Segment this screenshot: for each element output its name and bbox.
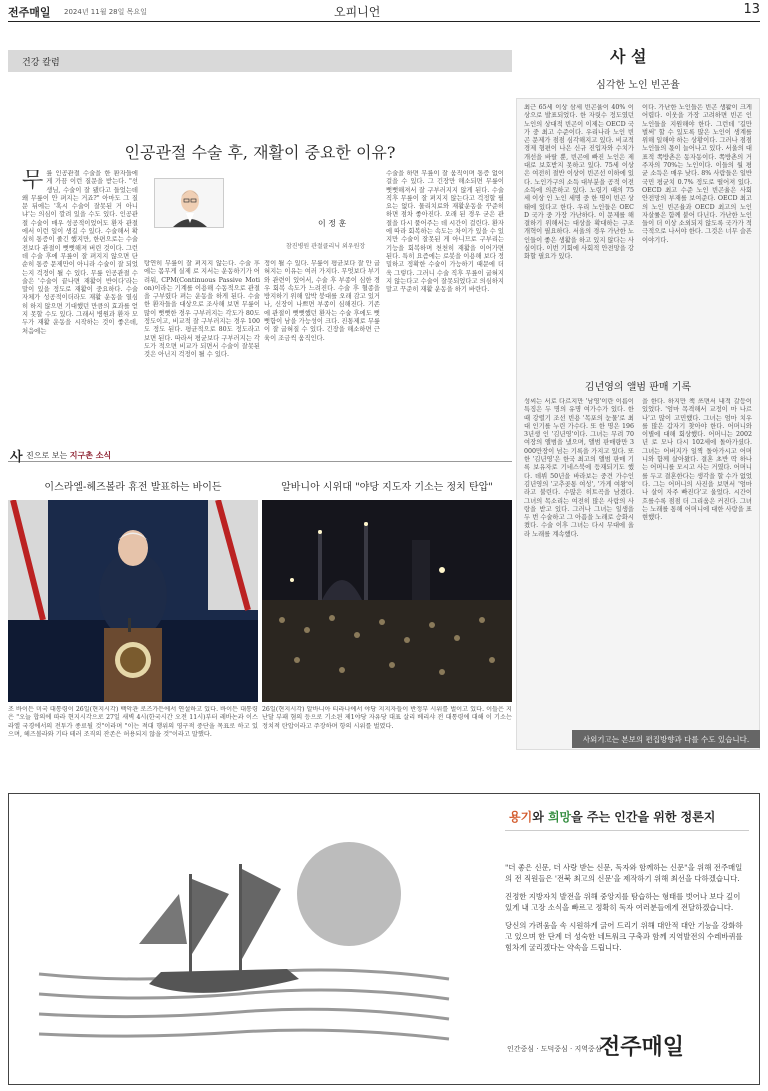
biden-photo xyxy=(8,500,258,702)
article-headline: 인공관절 수술 후, 재활이 중요한 이유? xyxy=(124,143,396,162)
editorial-headline-2: 김년영의 앨범 판매 기록 xyxy=(584,382,692,393)
right-photo-title: 알바니아 시위대 "야당 지도자 기소는 정치 탄압" xyxy=(281,482,493,493)
section-label-bold: 지구촌 소식 xyxy=(69,451,112,460)
issue-date: 2024년 11월 28일 목요일 xyxy=(64,8,147,16)
section-label: 진으로 보는 xyxy=(26,451,68,460)
editorial-column xyxy=(516,40,760,750)
sailing-ship-icon xyxy=(19,834,459,1054)
column-label-bar xyxy=(8,50,512,72)
photo-news-header xyxy=(8,446,512,465)
podium-speech-image xyxy=(8,500,258,702)
ad-illustration xyxy=(19,834,459,1054)
editorial-2-col-b: 을 한다. 하지만 책 쓰면서 내적 갈등이 있었다. '엄마 목격해서 교정이 마 나르나'고 많이 고민했다. 그녀는 엄마 치우를 많은 갑자기 찾아야 한다. 어머니와 이별에 대해 회상했다. 어머니는 2002년 로 모나 다시 102세에 돌아가셨다. 그녀는 어버지가 일찍 돌아가시고 어머니와 함께 살아왔다. 결혼 초반 딱 하나는 어머니를 모시고 사는 거였다. 어머니를 두고 결혼한다는 생각을 할 수가 없었다. 그는 어머니의 사진을 보면서 '엄마 나 살이 자주 빠진다'고 울었다. 시간이 흐를수록 점점 더 그리움은 커진다. 그녀는 노래를 통해 어머니에 대한 사랑을 표현했다. xyxy=(642,398,752,522)
ad-title-courage: 용기 xyxy=(509,810,533,824)
column-label: 건강 칼럼 xyxy=(22,58,60,68)
author-photo xyxy=(154,178,224,228)
article-col-1: 무릎 인공관절 수술을 한 환자들에게 가끔 이런 질문을 받는다. "선생님, 수술이 잘 됐다고 들었는데 왜 무릎이 안 펴지는 거죠?" 아마도 그 질문 뒤에는 '혹시 수술이 잘못된 거 아니냐'는 의심이 깔려 있을 수도 있다. 인공관절 수술이 매우 성공적이었어도 환자 관절에서 이런 일이 생길 수 있다. 수술해서 확실히 통증이 줄긴 했지만, 한편으로는 수술 전보다 관절이 뻣뻣해져 버린 것이다. 그런데 수술 후에 무릎이 잘 펴지지 않으면 단순히 통증 문제만이 아니라 수술이 잘 되었는지 걱정이 될 수 있다. 무릎 인공관절 수술은 '수술이 끝나면 재활이 반이다'라는 말이 있을 정도로 재활이 중요하다. 수술 자체가 성공적이더라도 재활 운동을 열심히 하지 않으면 기대했던 만큼의 효과를 얻지 못할 수도 있다. 그래서 병원과 환자 모두가 재활 운동을 시작하는 것이 좋은데, 처음에는 xyxy=(22,170,138,335)
section-initial: 사 xyxy=(10,450,23,465)
editorial-1-col-b: 이다. 가난한 노인들은 빈곤 생활이 크게 어렵다. 이웃을 가장 고려하면 빈곤 인 노인들을 지원해야 한다. 그런데 '길만 벌써' 할 수 있도록 많은 노인이 생계를 위해 일해야 하는 상황이다. 그러나 점점 노인들의 몫이 늘어나고 있다. 서울의 대표적 쪽방촌은 동자동이다. 쪽방촌의 거주자의 70%는 노인이다. 이들의 월 평균 소득은 매우 낮다. 8% 사람들은 일반 국민 평균치 0.7% 정도로 떨어져 있다. OECD 최고 수준 노인 빈곤율은 사회 안전망의 부재를 보여준다. OECD 최고의 노인 빈곤율과 OECD 최고의 노인 자살률은 함께 붙어 다닌다. 가난한 노인들이 더 이상 소외되지 않도록 국가가 적극적으로 나서야 한다. 그것은 너무 슬픈 이야기다. xyxy=(642,104,752,244)
author-role: 참진병원 관절클리닉 외우원장 xyxy=(286,243,366,250)
drop-cap: 무 xyxy=(22,170,44,193)
ad-logo: 전주매일 xyxy=(599,1035,685,1060)
ad-title-hope: 희망 xyxy=(547,810,572,824)
editorial-label: 사 설 xyxy=(610,47,647,66)
section-title: 오피니언 xyxy=(334,5,381,19)
ad-title: 용기와 희망을 주는 인간을 위한 정론지 xyxy=(509,810,716,824)
editorial-1-col-a: 최근 65세 이상 삼세 빈곤율이 40% 이상으로 발표되었다. 한 자릿수 정도였던 노인의 상대적 빈곤이 이제는 OECD 국가 중 최고 수준이다. 우리나라 노인 빈곤 문제가 점점 심각해지고 있다. 비교적 경제 형편이 나은 신규 진입자와 수치가 개선을 바랄 뿐, 빈곤에 빠진 노인은 제대로 보호받지 못하고 있다. 75세 이상은 여전히 절반 이상이 빈곤선 이하에 있다. 노인가구의 소득 대부분을 공적 이전소득에 의존하고 있다. 노령기 때의 75세 이상 인 노인 세명 중 한 명이 빈곤 상태에 있다고 한다. 우리 노인들은 OECD 국가 중 가장 가난하다. 이 문제를 해결하기 위해서는 대상을 확대하는 구조 개혁이 필요하다. 서울의 경우 가난한 노인들이 좋은 생활을 하고 있지 않다는 사실이다. 이번 기회에 사회적 안전망을 강화할 필요가 있다. xyxy=(524,104,634,261)
page-header xyxy=(8,0,760,22)
editorial-headline-1: 심각한 노인 빈곤율 xyxy=(596,80,680,91)
albania-protest-photo xyxy=(262,500,512,702)
left-photo-caption: 조 바이든 미국 대통령이 26일(현지시각) 백악관 로즈가든에서 연설하고 있다. 바이든 대통령은 "오늘 합의에 따라 현지시각으로 27일 새벽 4시(한국시간 오전 11시)부터 레바논과 이스라엘 국경에서의 전투가 종료될 것"이라며 "이는 적대 행위의 영구적 중단을 목표로 하고 있으며, 헤즈볼라와 기타 테러 조직의 잔존은 허용되지 않을 것"이라고 말했다. xyxy=(8,706,258,738)
article-col-2: 탕연히 무릎이 잘 펴지지 않는다. 수술 후에는 몸무게 실제 로 지서는 운동하기가 어려워, CPM(Continuous Passive Motion)이라는 기계를 이용해 수동적으로 관절을 구부렸다 펴는 운동을 하게 된다. 수술한 환자들을 대상으로 조사해 보면 무릎이 많이 뻣뻣한 경우 구부러지는 각도가 80도 정도이고, 비교적 잘 구부러지는 경우 100도 정도 된다. 평균적으로 80도 정도라고 보면 된다. 따라서 평균보다 구부러지는 각도가 적으면 비교가 되면서 수술이 잘못된 것은 아닌지 걱정이 될 수 있다. xyxy=(144,260,260,359)
editorial-2-col-a: 성씨는 서로 다르지만 '남영'이란 이름이 특징은 두 명의 유명 여가수가 있다. 한때 강렬기 조선 빈용 '목포의 눈물'로 최대 인기를 누린 가수다. 또 한 명은 1963년생 인 '김년영'이다. 그녀는 무려 70여장의 앨범을 냈으며, 앨범 판매량만 3000만장이 넘는 기록을 가지고 있다. 또한 '김년영'은 한국 최고의 앨범 판매 기록 보유자로 기네스북에 등재되기도 했다. 데뷔 50년을 바라보는 중견 가수인 김년영의 '고추곶통 여성', '가게 여왕'이라고 불린다. 수많은 히트곡을 남겼다. 그녀의 목소리는 여전히 많은 사람의 사랑을 받고 있다. 그러나 그녀는 일생을 두 번 수술하고 그 아픔을 노래로 승화시켰다. 수술 이후 그녀는 다시 무대에 올라 노래를 계속했다. xyxy=(524,398,634,538)
author-name: 이 정 훈 xyxy=(318,219,347,228)
author-portrait-icon xyxy=(155,179,224,228)
article-col-4: 수술을 하면 무릎이 잘 움직이며 통증 없이 걸을 수 있다. 그 긴장만 해소되면 무릎이 뻣뻣해져서 잘 구부러지지 않게 된다. 수술 직후 무릎이 잘 펴지지 않는다고 걱정할 필요는 없다. 물리치료와 재활운동을 꾸준히 하면 점차 좋아진다. 오래 된 경우 굳은 관절을 다시 풀어주는 데 시간이 걸린다. 환자에 따라 회복하는 속도는 차이가 있을 수 있지만 수술이 잘못된 게 아니므로 구부리는 기능을 회복하며 천천히 재활을 이어가면 된다. 특히 요즘에는 로봇을 이용해 보다 정밀하고 정확한 수술이 가능하기 때문에 더욱 그렇다. 그러니 수술 직후 무릎이 굽혀지지 않는다고 수술이 잘못되었다고 의심하지 말고 꾸준히 재활 운동을 하기 바란다. xyxy=(386,170,504,294)
left-photo-title: 이스라엘-헤즈볼라 휴전 발표하는 바이든 xyxy=(44,482,222,493)
night-protest-image xyxy=(262,500,512,702)
newspaper-ad xyxy=(8,793,760,1085)
photo-news-section xyxy=(8,446,512,756)
ad-paragraph: 당신의 가려움을 속 시원하게 긁어 드리기 위해 대안적 대안 기능을 강화하고 있으며 한 단계 더 성숙한 네트워크 구축과 함께 지역발전의 수레바퀴를 힘차게 굴리겠다는 약속을 드립니다. xyxy=(505,921,743,952)
ad-divider xyxy=(505,830,749,831)
ad-paragraph: 진정한 지방자치 발전을 위해 중앙지를 탐습하는 형태를 벗어나 보다 깊이 있게 내 고장 소식을 빠르고 정확히 독자 여러분들에게 전달하겠습니다. xyxy=(505,892,741,912)
disclaimer-note: 사외기고는 본보의 편집방향과 다를 수도 있습니다. xyxy=(572,730,760,748)
ad-paragraph: "더 좋은 신문, 더 사랑 받는 신문, 독자와 함께하는 신문"을 위해 전주매일의 전 직원들은 '전북 최고의 신문'을 제작하기 위해 최선을 다하겠습니다. xyxy=(505,863,743,883)
right-photo-caption: 26일(현지시각) 알바니아 티라나에서 야당 지지자들이 반정부 시위를 벌이고 있다. 이들은 지난달 부패 혐의 등으로 기소된 제1야당 자유당 대표 살리 베리샤 전 대통령에 대해 이 기소는 정치적 탄압이라고 주장하며 항의 시위를 벌였다. xyxy=(262,706,512,730)
page-number: 13 xyxy=(743,2,760,17)
ad-body xyxy=(505,862,745,960)
article-col-3: 정이 될 수 있다. 무릎이 평균보다 잘 안 굽혀지는 이유는 여러 가지다. 무엇보다 부기와 관련이 있어서, 수술 후 부종이 심한 경우 회복 속도가 느려진다. 수술 후 혈종을 방지하기 위해 압박 붕대를 오래 감고 있거나, 신장이 나쁘면 부종이 심해진다. 기존에 관절이 뻣뻣했던 환자는 수술 후에도 뻣뻣함이 남을 가능성이 크다. 진통제로 무릎이 잘 굽혀질 수 있다. 긴장을 해소하면 근육이 조금씩 움직인다. xyxy=(264,260,380,342)
newspaper-brand: 전주매일 xyxy=(8,6,51,19)
health-column xyxy=(8,50,512,442)
ad-slogan: 인간중심 · 도덕중심 · 지역중심 xyxy=(507,1045,602,1053)
